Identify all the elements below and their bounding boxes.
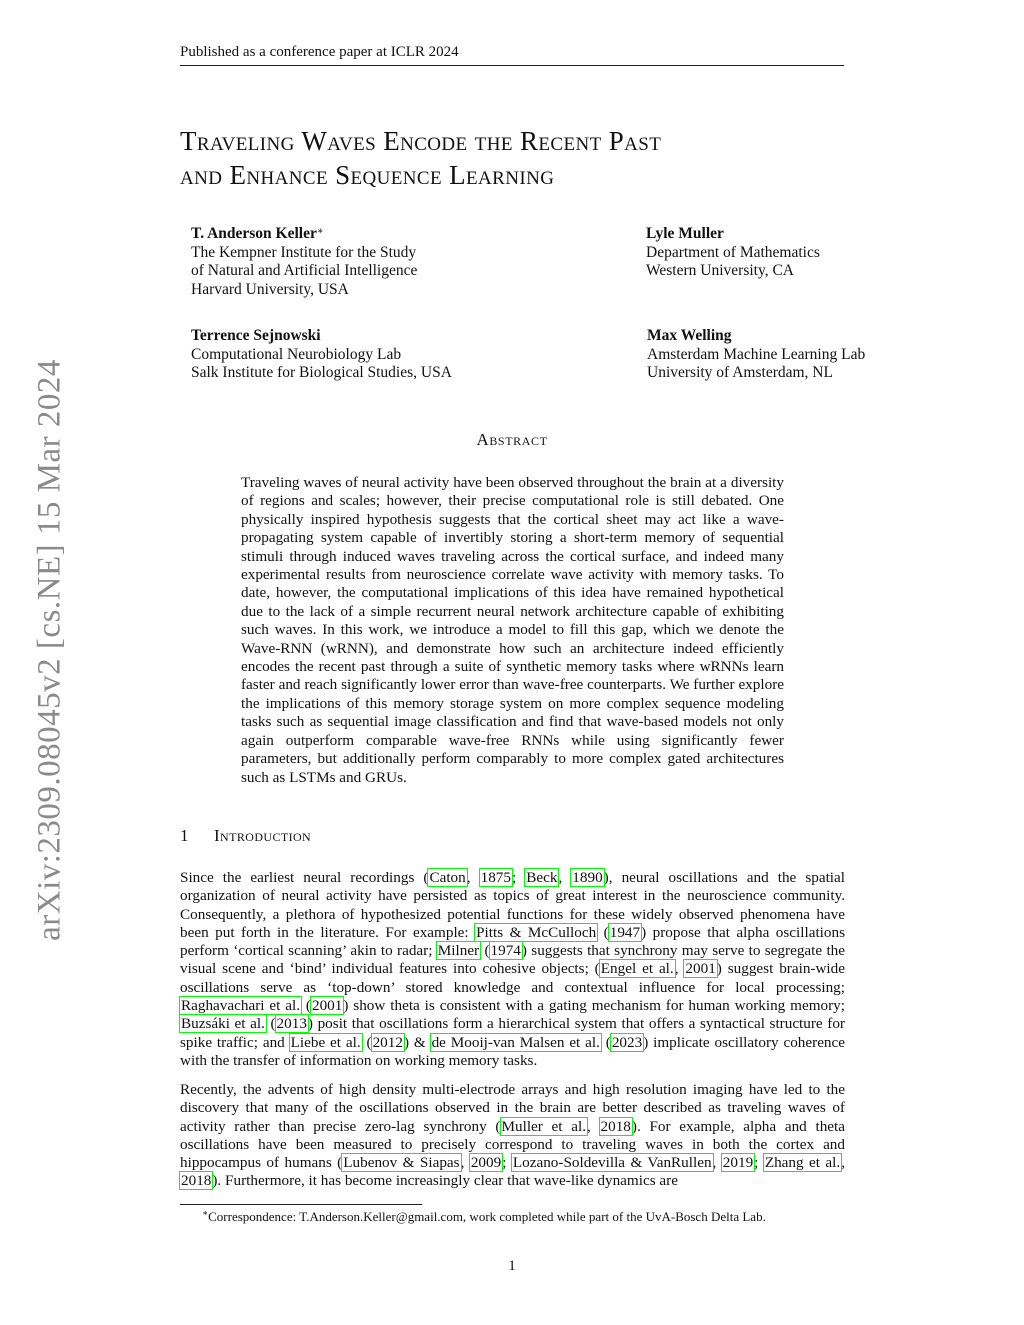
citation-link[interactable]: Lubenov & Siapas — [343, 1154, 460, 1172]
body-text: , — [712, 1154, 722, 1172]
citation-link[interactable]: Zhang et al. — [764, 1154, 841, 1172]
citation-link[interactable]: Muller et al. — [501, 1117, 586, 1135]
body-text: ( — [265, 1015, 276, 1033]
citation-link[interactable]: 1974 — [490, 942, 521, 960]
footnote-marker: ∗ — [202, 1208, 209, 1218]
citation-link[interactable]: Liebe et al. — [290, 1033, 361, 1051]
citation-link[interactable]: 1890 — [572, 869, 603, 886]
abstract-body: Traveling waves of neural activity have been observed throughout the brain at a diversity of regions and scales; however, their precise computational role is still debated. One physically inspired hypothesis suggests that the cortical sheet may act like a wave-propagating system capable of invertibly storing a short-term memory of sequential stimuli through induced waves traveling across the cortical surface, and indeed many experimental results from neuroscience correlate wave activity with memory tasks. To date, however, the computational implications of this idea have remained hypothetical due to the lack of a simple recurrent neural network architecture capable of exhibiting such waves. In this work, we introduce a model to fill this gap, which we denote the Wave-RNN (wRNN), and demonstrate how such an architecture indeed efficiently encodes the recent past through a suite of synthetic memory tasks where wRNNs learn faster and reach significantly lower error than wave-free counterparts. We further explore the implications of this memory storage system on more complex sequence modeling tasks such as sequential image classification and find that wave-based models not only again outperform comparable wave-free RNNs while using significantly fewer parameters, but additionally perform comparably to more complex gated architectures such as LSTMs and GRUs. — [241, 474, 784, 786]
citation-link[interactable]: Beck — [526, 869, 558, 886]
body-text: ; — [754, 1154, 764, 1172]
body-text: ) suggest brain-wide oscillations serve as ‘top-down’ stored knowledge and contextual influence for local processing; — [180, 960, 845, 996]
body-text: ( — [480, 942, 490, 960]
body-text: ) propose that alpha oscillations perform ‘cortical scanning’ akin to radar; — [180, 923, 845, 960]
body-text: ( — [597, 923, 609, 941]
body-text: , — [466, 869, 480, 886]
author-block-sejnowski — [191, 327, 452, 383]
author-affiliation: Department of Mathematics — [646, 243, 820, 261]
body-text: ( — [600, 1033, 611, 1051]
citation-link[interactable]: 2001 — [311, 997, 343, 1015]
body-text: , — [460, 1154, 470, 1172]
title-line-2: and Enhance Sequence Learning — [180, 160, 555, 190]
body-text: , — [674, 960, 685, 978]
body-text: , — [587, 1117, 600, 1135]
body-text: ( — [361, 1033, 372, 1051]
author-name: Lyle Muller — [646, 225, 724, 242]
body-text: ) implicate oscillatory coherence with the transfer of information on working memory tasks. — [180, 1033, 846, 1069]
citation-link[interactable]: 2001 — [685, 960, 716, 978]
author-block-welling — [647, 327, 865, 383]
author-affiliation: Amsterdam Machine Learning Lab — [647, 345, 866, 363]
citation-link[interactable]: 1875 — [480, 869, 511, 886]
citation-link[interactable]: 2023 — [611, 1033, 643, 1051]
footnote — [202, 1209, 766, 1225]
footnote-marker[interactable]: ∗ — [316, 226, 324, 237]
body-text: ). Furthermore, it has become increasingly clear that wave-like dynamics are — [212, 1172, 678, 1190]
author-affiliation: Western University, CA — [646, 262, 794, 279]
citation-link[interactable]: Engel et al. — [600, 960, 674, 978]
citation-link[interactable]: 2018 — [600, 1117, 631, 1135]
citation-link[interactable]: Pitts & McCulloch — [476, 923, 597, 941]
author-affiliation: Salk Institute for Biological Studies, USA — [191, 364, 452, 381]
citation-link[interactable]: 1947 — [609, 923, 641, 941]
citation-link[interactable]: de Mooij-van Malsen et al. — [431, 1033, 600, 1051]
author-affiliation: Harvard University, USA — [191, 280, 349, 298]
citation-link[interactable]: 2009 — [470, 1154, 502, 1172]
abstract-heading: Abstract — [476, 430, 548, 449]
section-title: Introduction — [214, 826, 312, 845]
citation-link[interactable]: Lozano-Soldevilla & VanRullen — [512, 1154, 712, 1172]
body-text: ) posit that oscillations form a hierarchical system that offers a syntactical structure for spike traffic; and — [180, 1015, 845, 1051]
body-text: Since the earliest neural recordings ( — [180, 869, 429, 886]
citation-link[interactable]: Buzsáki et al. — [181, 1015, 265, 1033]
author-name: T. Anderson Keller — [191, 225, 317, 242]
body-text: ). For example, alpha and theta oscillations have been measured to precisely correspond to traveling waves in both the cortex and hippocampus of humans ( — [180, 1117, 846, 1172]
page-number: 1 — [508, 1258, 516, 1274]
body-text: Recently, the advents of high density multi-electrode arrays and high resolution imaging have led to the discovery that many of the oscillations observed in the brain are better described as traveling waves of activity rather than precise zero-lag synchrony ( — [180, 1081, 845, 1135]
author-affiliation: of Natural and Artificial Intelligence — [191, 262, 418, 279]
author-name: Terrence Sejnowski — [191, 327, 321, 344]
body-text: ), neural oscillations and the spatial organization of neural activity have persisted as topics of great interest in the neuroscience community. Consequently, a plethora of hypothesized potential functions for these widely observed phenomena have been put forth in the literature. For example: — [180, 869, 845, 941]
body-text: ) suggests that synchrony may serve to segregate the visual scene and ‘bind’ individual features into cohesive objects; ( — [180, 942, 845, 978]
body-text: ( — [301, 997, 311, 1015]
citation-link[interactable]: Milner — [437, 942, 480, 960]
author-name: Max Welling — [647, 327, 732, 344]
author-block-muller — [646, 225, 820, 281]
author-affiliation: The Kempner Institute for the Study — [191, 243, 417, 261]
paper-title — [180, 124, 840, 192]
author-affiliation: University of Amsterdam, NL — [647, 364, 833, 381]
body-text: , — [558, 869, 572, 886]
citation-link[interactable]: 2012 — [372, 1033, 403, 1051]
body-text: ; — [502, 1154, 512, 1172]
footnote-text: Correspondence: T.Anderson.Keller@gmail.com, work completed while part of the UvA-Bosch Delta Lab. — [208, 1209, 766, 1224]
title-line-1: Traveling Waves Encode the Recent Past — [180, 126, 662, 156]
footnote-divider — [180, 1204, 422, 1205]
section-number: 1 — [180, 826, 189, 845]
author-block-keller — [191, 225, 417, 299]
citation-link[interactable]: 2013 — [276, 1015, 307, 1033]
running-header: Published as a conference paper at ICLR 2024 — [180, 44, 844, 66]
author-affiliation: Computational Neurobiology Lab — [191, 345, 402, 363]
body-text: ; — [511, 869, 526, 886]
arxiv-identifier: arXiv:2309.08045v2 [cs.NE] 15 Mar 2024 — [31, 359, 68, 941]
citation-link[interactable]: Caton — [429, 869, 466, 886]
body-text: ) & — [403, 1033, 431, 1051]
citation-link[interactable]: 2018 — [181, 1172, 212, 1190]
intro-paragraph-1 — [180, 869, 845, 1070]
citation-link[interactable]: Raghavachari et al. — [181, 997, 300, 1015]
body-text: ) show theta is consistent with a gating mechanism for human working memory; — [343, 997, 845, 1015]
section-heading-introduction — [180, 826, 311, 846]
citation-link[interactable]: 2019 — [722, 1154, 754, 1172]
intro-paragraph-2 — [180, 1081, 845, 1191]
body-text: , — [841, 1154, 845, 1172]
